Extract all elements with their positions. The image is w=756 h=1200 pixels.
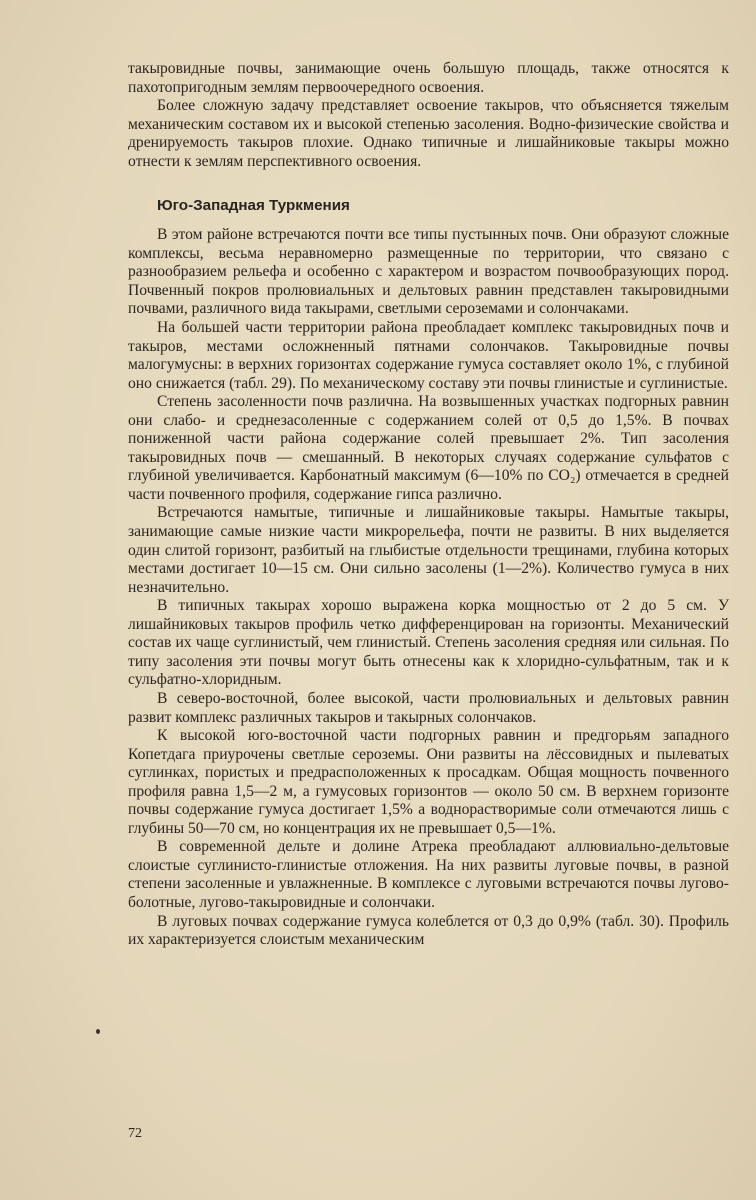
paragraph: В северо-восточной, более высокой, части пролювиальных и дельтовых равнин развит комплекс различных такыров и такырных солончаков. [128,689,729,726]
paragraph: На большей части территории района преобладает комплекс такыровидных почв и такыров, местами осложненный пятнами солончаков. Такыровидные почвы малогумусны: в верхних горизонтах содержание гумуса составляет около 1%, с глубиной оно снижается (табл. 29). По механическому составу эти почвы глинистые и суглинистые. [128,319,729,392]
paragraph: В этом районе встречаются почти все типы пустынных почв. Они образуют сложные комплексы, весьма неравномерно размещенные по территории, что связано с разнообразием рельефа и особенно с характером и возрастом почвообразующих пород. Почвенный покров пролювиальных и дельтовых равнин представлен такыровидными почвами, различного вида такырами, светлыми сероземами и солончаками. [128,226,729,318]
paragraph: В современной дельте и долине Атрека преобладают аллювиально-дельтовые слоистые суглинисто-глинистые отложения. На них развиты луговые почвы, в разной степени засоленные и увлажненные. В комплексе с луговыми встречаются почвы лугово-болотные, лугово-такыровидные и солончаки. [128,838,729,911]
paragraph: Более сложную задачу представляет освоение такыров, что объясняется тяжелым механическим составом их и высокой степенью засоления. Водно-физические свойства и дренируемость такыров плохие. Однако типичные и лишайниковые такыры можно отнести к землям перспективного освоения. [128,97,729,170]
paragraph: В луговых почвах содержание гумуса колеблется от 0,3 до 0,9% (табл. 30). Профиль их характеризуется слоистым механическим [128,912,729,949]
ink-speck [96,1029,100,1034]
paragraph: Встречаются намытые, типичные и лишайниковые такыры. Намытые такыры, занимающие самые низкие части микрорельефа, почти не развиты. В них выделяется один слитой горизонт, разбитый на глыбистые отдельности трещинами, глубина которых местами достигает 10—15 см. Они сильно засолены (1—2%). Количество гумуса в них незначительно. [128,504,729,596]
main-text [128,60,729,950]
paragraph: Степень засоленности почв различна. На возвышенных участках подгорных равнин они слабо- и среднезасоленные с содержанием солей от 0,5 до 1,5%. В почвах пониженной части района содержание солей превышает 2%. Тип засоления такыровидных почв — смешанный. В некоторых случаях содержание сульфатов с глубиной увеличивается. Карбонатный максимум (6—10% по CO₂) отмечается в средней части почвенного профиля, содержание гипса различно. [128,393,729,503]
paragraph: К высокой юго-восточной части подгорных равнин и предгорьям западного Копетдага приурочены светлые сероземы. Они развиты на лёссовидных и пылеватых суглинках, пористых и предрасположенных к просадкам. Общая мощность почвенного профиля равна 1,5—2 м, а гумусовых горизонтов — около 50 см. В верхнем горизонте почвы содержание гумуса достигает 1,5% а воднорастворимые соли отмечаются лишь с глубины 50—70 см, но концентрация их не превышает 0,5—1%. [128,727,729,837]
section-heading: Юго-Западная Туркмения [157,197,350,215]
paragraph: такыровидные почвы, занимающие очень большую площадь, также относятся к пахотопригодным землям первоочередного освоения. [128,60,729,96]
paragraph: В типичных такырах хорошо выражена корка мощностью от 2 до 5 см. У лишайниковых такыров профиль четко дифференцирован на горизонты. Механический состав их чаще суглинистый, чем глинистый. Степень засоления средняя или сильная. По типу засоления эти почвы могут быть отнесены как к хлоридно-сульфатным, так и к сульфатно-хлоридным. [128,597,729,689]
page-number: 72 [128,1126,142,1141]
